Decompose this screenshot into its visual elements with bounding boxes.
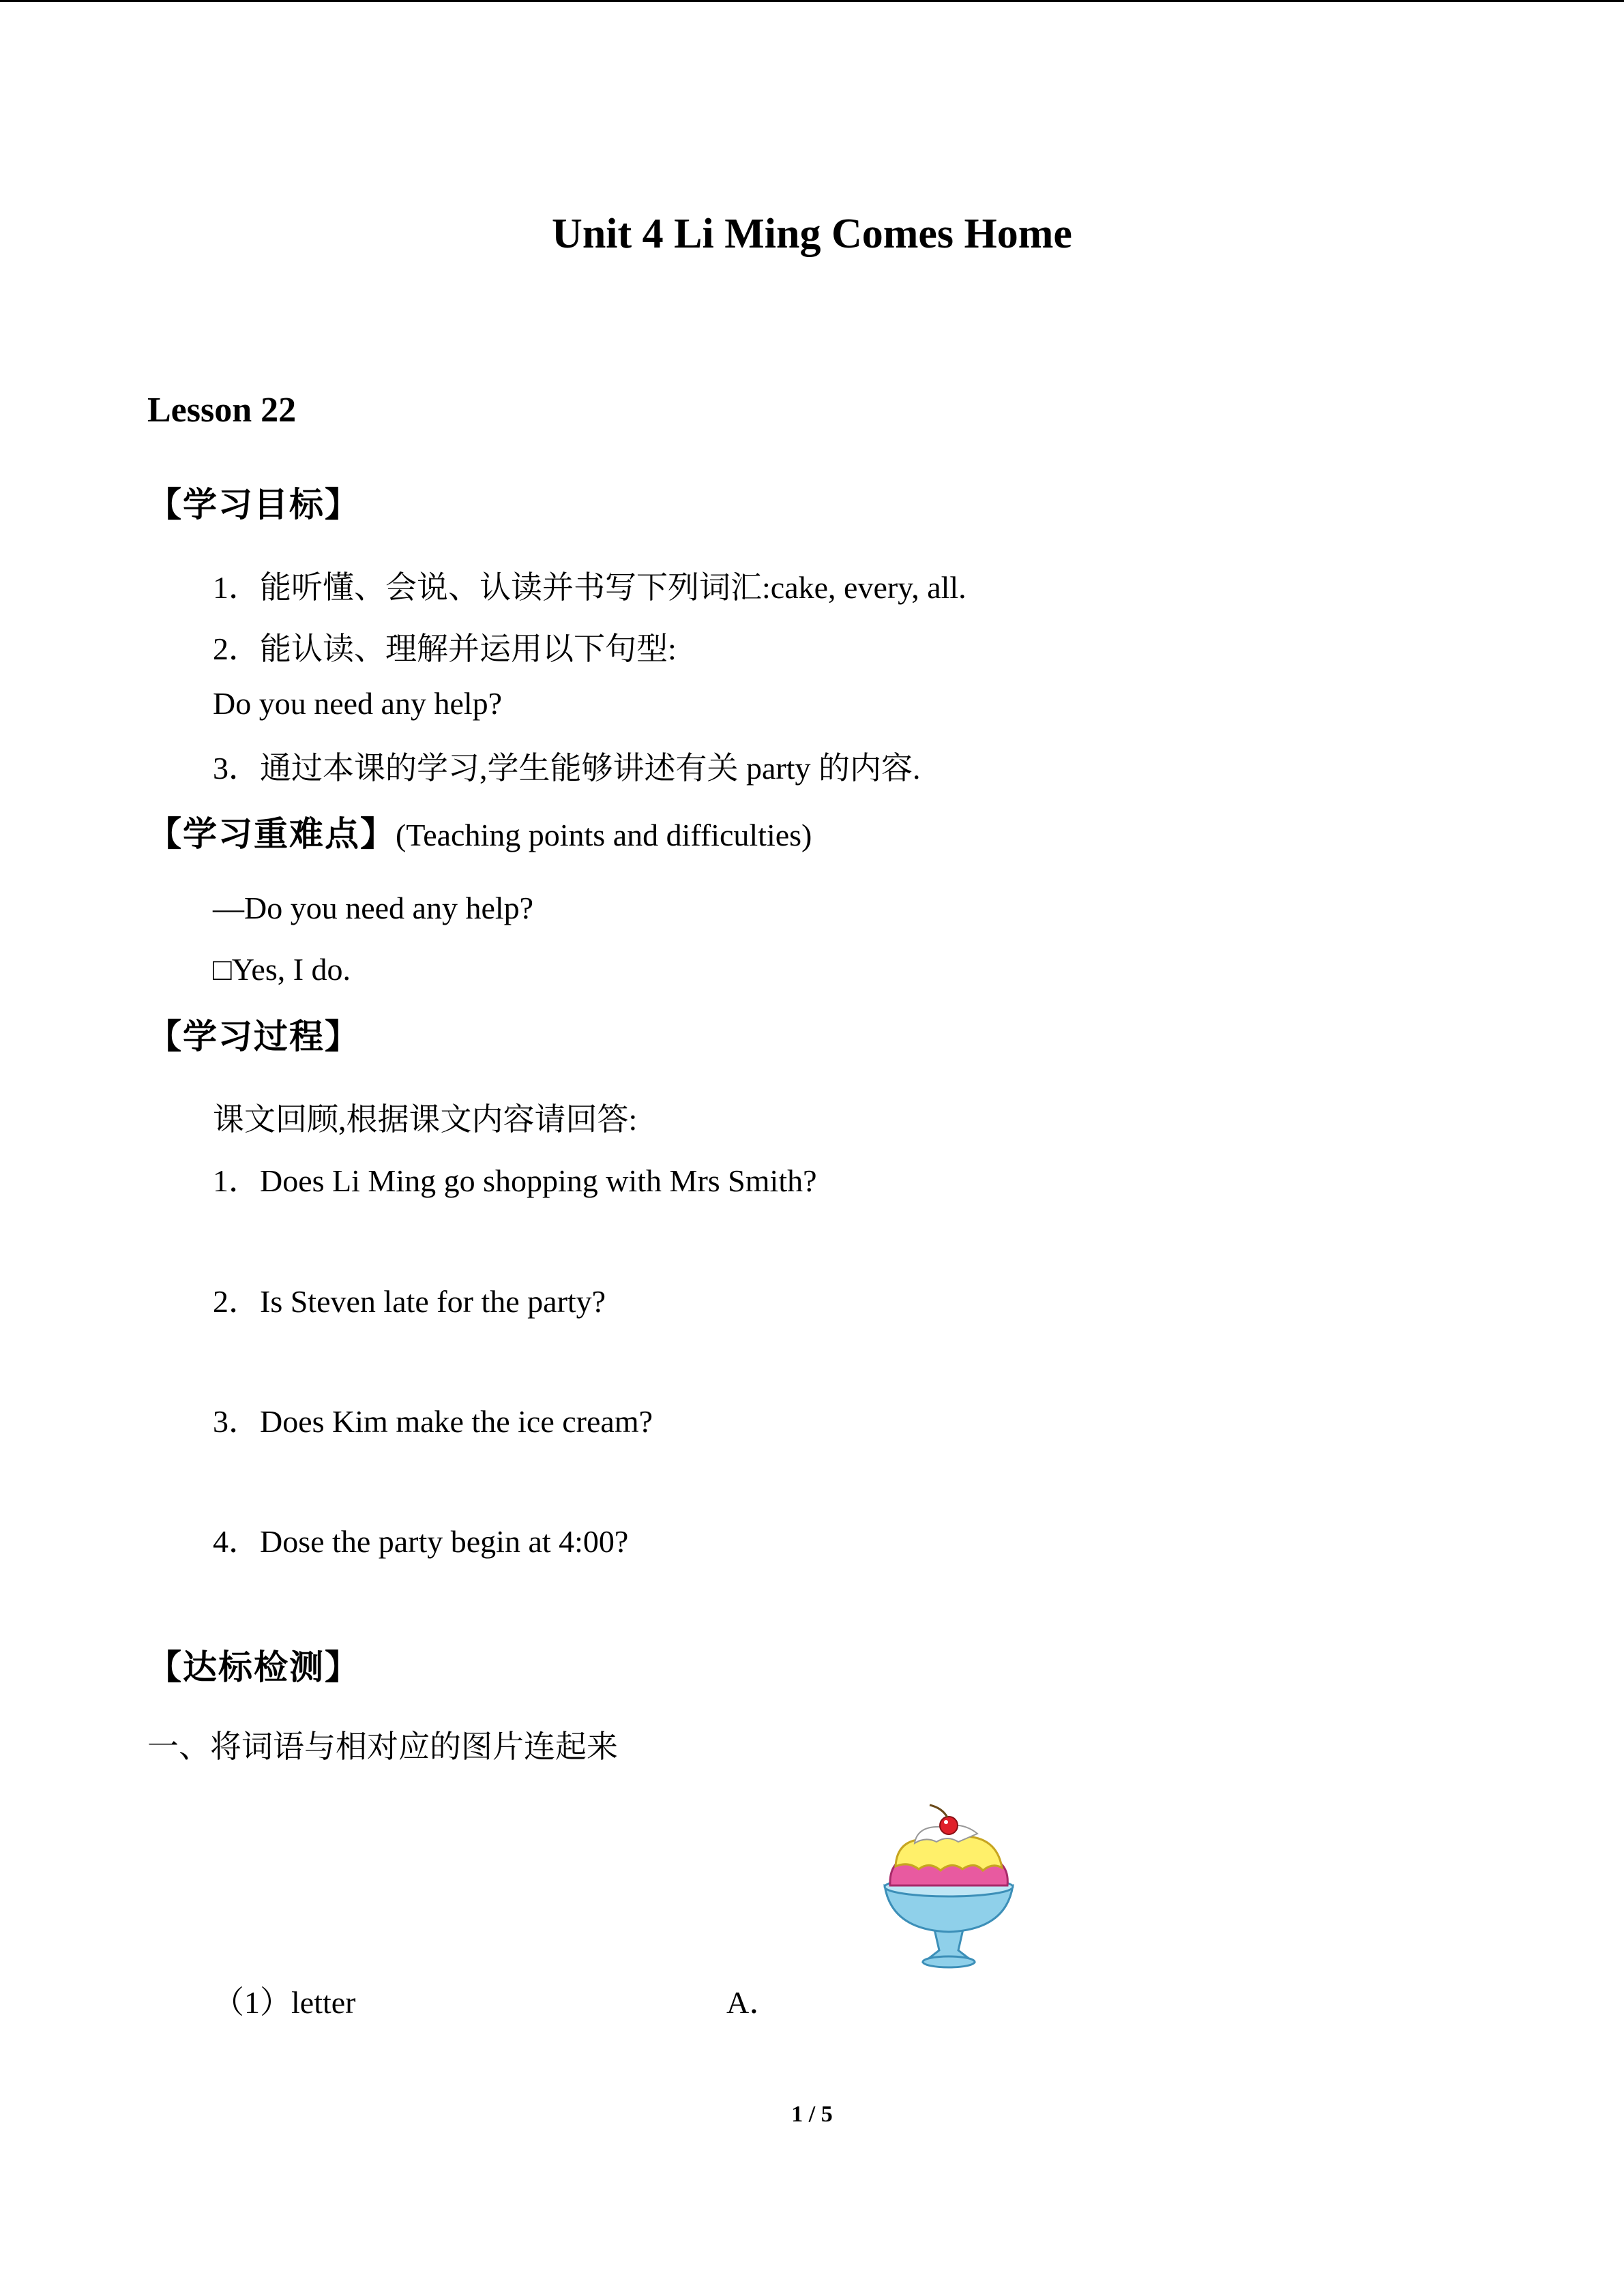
question-number: 4． [213, 1524, 260, 1559]
goal-sentence-pattern [213, 685, 502, 721]
page-number: 1 / 5 [791, 2102, 833, 2127]
goal-item-number: 3． [213, 751, 260, 786]
question-text: Dose the party begin at 4:00? [260, 1524, 629, 1559]
goal-item-1 [213, 563, 966, 608]
goal-item-number: 2． [213, 631, 260, 666]
key-points-heading [147, 807, 812, 856]
question-number: 3． [213, 1404, 260, 1439]
matching-exercise-title: 一、将词语与相对应的图片连起来 [147, 1729, 618, 1764]
learning-goals-heading: 【学习目标】 [147, 485, 360, 524]
key-points-subtitle: (Teaching points and difficulties) [396, 818, 812, 852]
page-title: Unit 4 Li Ming Comes Home [552, 211, 1072, 257]
goal-item-text: Do you need any help? [213, 686, 503, 721]
question-number: 2． [213, 1284, 260, 1319]
assessment-heading: 【达标检测】 [147, 1648, 360, 1687]
question-text: Is Steven late for the party? [260, 1284, 606, 1319]
lesson-heading: Lesson 22 [147, 391, 297, 430]
goal-item-3 [213, 743, 921, 788]
match-item-letter: （1）letter [213, 1985, 356, 2020]
review-question-3 [213, 1397, 653, 1442]
goal-item-number: 1． [213, 570, 260, 605]
goal-item-text: 能认读、理解并运用以下句型: [260, 631, 677, 666]
top-border-line [0, 0, 1624, 2]
question-text: Does Kim make the ice cream? [260, 1404, 653, 1439]
question-number: 1． [213, 1163, 260, 1198]
goal-item-2 [213, 624, 677, 669]
dialogue-answer: □Yes, I do. [213, 952, 351, 987]
review-question-1 [213, 1156, 817, 1201]
review-instruction: 课文回顾,根据课文内容请回答: [213, 1102, 638, 1137]
ice-cream-sundae-icon [876, 1804, 1021, 1974]
learning-process-heading: 【学习过程】 [147, 1017, 360, 1056]
key-points-label: 【学习重难点】 [147, 814, 396, 854]
goal-item-text: 通过本课的学习,学生能够讲述有关 party 的内容. [260, 751, 921, 786]
match-option-a: A． [726, 1985, 781, 2020]
goal-item-text: 能听懂、会说、认读并书写下列词汇:cake, every, all. [260, 570, 966, 605]
review-question-2 [213, 1277, 606, 1322]
review-question-4 [213, 1517, 628, 1562]
dialogue-question: —Do you need any help? [213, 891, 534, 925]
question-text: Does Li Ming go shopping with Mrs Smith? [260, 1163, 817, 1198]
